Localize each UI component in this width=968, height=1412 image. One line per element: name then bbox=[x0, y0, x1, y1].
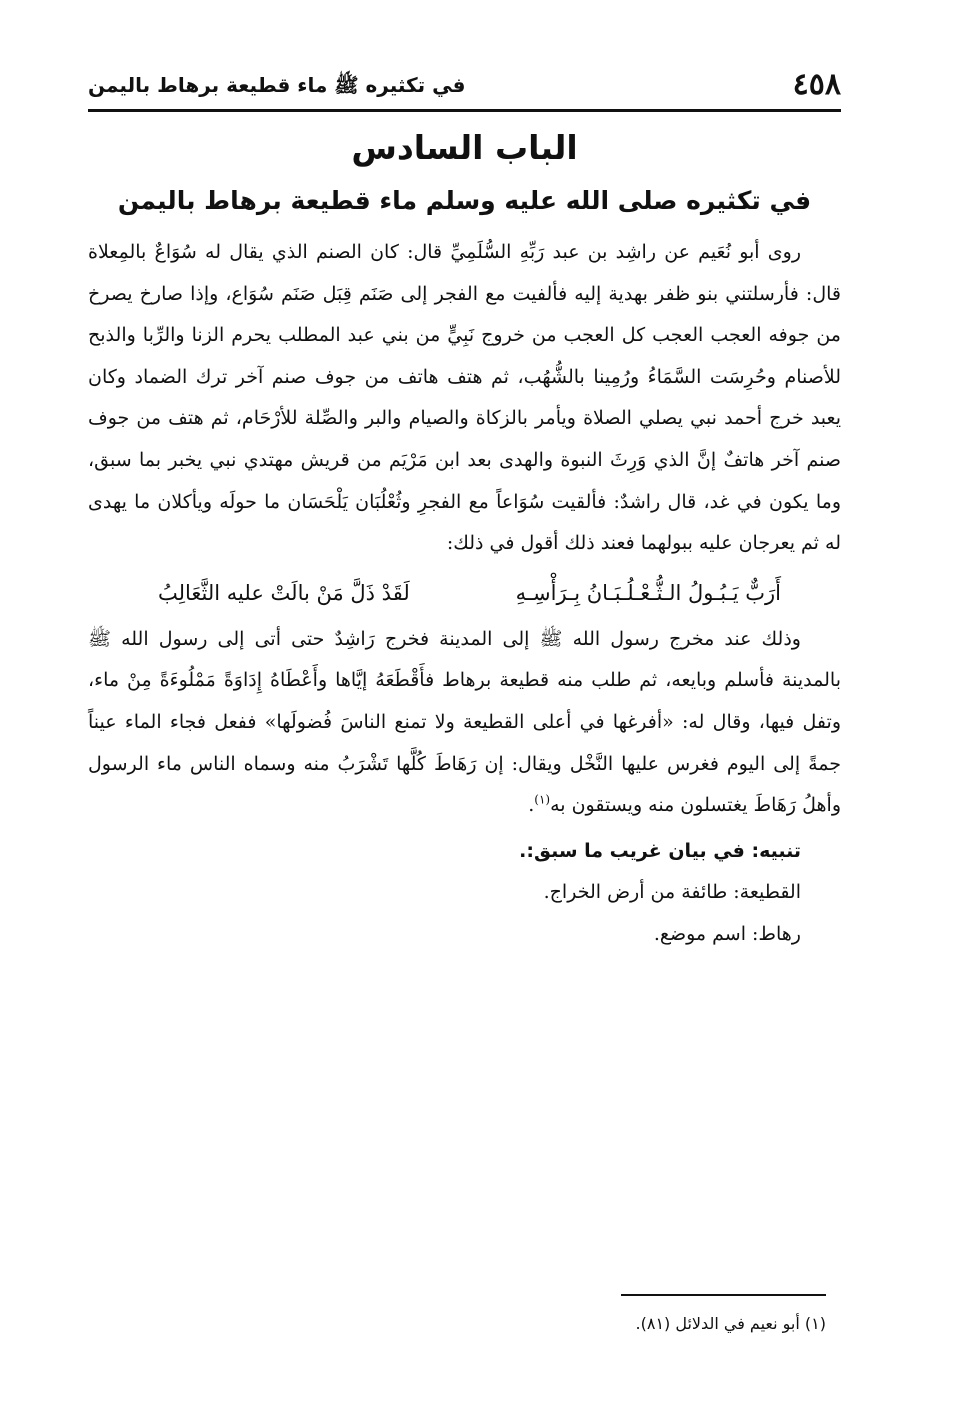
page-number: ٤٥٨ bbox=[792, 67, 841, 102]
verse-second-hemistich: لَقَدْ ذَلَّ مَنْ بالَتْ عليه الثَّعَالِبُ bbox=[158, 580, 410, 605]
gloss-item: رهاط: اسم موضع. bbox=[653, 922, 801, 945]
footnote: (١) أبو نعيم في الدلائل (٨١). bbox=[635, 1314, 826, 1333]
running-title: في تكثيره ﷺ ماء قطيعة برهاط باليمن bbox=[88, 73, 466, 97]
chapter-title: الباب السادس bbox=[351, 128, 578, 167]
footnote-rule bbox=[621, 1294, 826, 1296]
gloss-item: القطيعة: طائفة من أرض الخراج. bbox=[543, 881, 801, 904]
header-rule bbox=[88, 109, 841, 112]
note-heading: تنبيه: في بيان غريب ما سبق:. bbox=[519, 839, 801, 862]
verse-first-hemistich: أَرَبٌّ يَـبُـولُ الـثُّـعْـلُـبَـانُ بِـرَأْسِـهِ bbox=[515, 580, 781, 605]
poetry-verse bbox=[88, 567, 841, 615]
paragraph-text: وذلك عند مخرج رسول الله ﷺ إلى المدينة فخرج رَاشِدٌ حتى أتى إلى رسول الله ﷺ بالمدينة فأسلم وبايعه، ثم طلب منه قطيعة برهاط فأَقْطَعَهُ إيَّاها وأَعْطَاهُ إِدَاوَةً مَمْلُوءَةً مِنْ ماء، وتفل فيها، وقال له: «أفرغها في أعلى القطيعة ولا تمنع الناسَ فُضولَها» ففعل فجاء الماء عيناً جمةً إلى اليوم فغرس عليها النَّخْل ويقال: إن رَهَاطَ كُلَّها تَشْرَبُ منه وسماه الناس ماء الرسول وأهلُ رَهَاطَ يغتسلون منه ويستقون به bbox=[88, 627, 841, 817]
main-text bbox=[88, 232, 841, 956]
paragraph-text: روى أبو نُعَيم عن راشِد بن عبد رَبِّهِ السُّلَمِيِّ قال: كان الصنم الذي يقال له سُوَاعٌ بالمِعلاة قال: فأرسلتني بنو ظفر بهدية إليه فألفيت مع الفجر إلى صَنَم قِبَل صَنَم سُوَاع، وإذا صارخ يصرخ من جوفه العجب العجب كل العجب من خروج نَبِيٍّ من بني عبد المطلب يحرم الزنا والرِّبا والذبح للأصنام وحُرِسَت السَّمَاءُ ورُمِينا بالشُّهُب، ثم هتف هاتف من جوف صنم آخر ترك الضماد وكان يعبد خرج أحمد نبي يصلي الصلاة ويأمر بالزكاة والصيام والبر والصِّلة للأرْحَام، ثم هتف من جوف صنم آخر هاتفٌ إنَّ الذي وَرِثَ النبوة والهدى بعد ابن مَرْيَم من قريش مهتدي نبي يخبر بما سبق، وما يكون في غد، قال راشدٌ: فألقيت سُوَاعاً مع الفجرِ وثُعْلُبَان يَلْحَسَان ما حولَه ويأكلان ما يهدى له ثم يعرجان عليه ببولهما فعند ذلك أقول في ذلك: bbox=[88, 241, 841, 555]
running-header bbox=[88, 66, 841, 104]
chapter-subtitle: في تكثيره صلى الله عليه وسلم ماء قطيعة برهاط باليمن bbox=[117, 186, 812, 215]
paragraph: وذلك عند مخرج رسول الله ﷺ إلى المدينة فخرج رَاشِدٌ حتى أتى إلى رسول الله ﷺ بالمدينة فأسلم وبايعه، ثم طلب منه قطيعة برهاط فأَقْطَعَهُ إيَّاها وأَعْطَاهُ إِدَاوَةً مَمْلُوءَةً مِنْ ماء، وتفل فيها، وقال له: «أفرغها في أعلى القطيعة ولا تمنع الناسَ فُضولَها» ففعل فجاء الماء عيناً جمةً إلى اليوم فغرس عليها النَّخْل ويقال: إن رَهَاطَ كُلَّها تَشْرَبُ منه وسماه الناس ماء الرسول وأهلُ رَهَاطَ يغتسلون منه ويستقون به$^{(١)}$. bbox=[88, 627, 841, 817]
footnote-marker[interactable]: (١) bbox=[534, 792, 551, 807]
paragraph bbox=[88, 232, 841, 565]
